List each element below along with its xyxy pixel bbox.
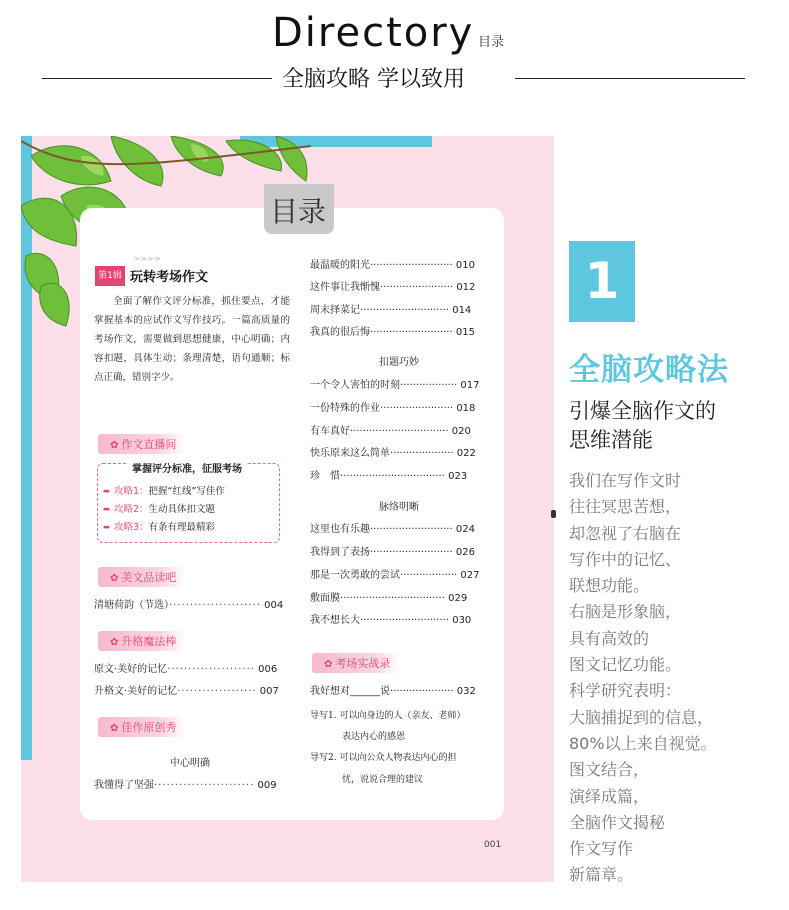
sub-heading: 扣题巧妙 bbox=[379, 357, 419, 368]
toc-item: 我懂得了坚强························ 009 bbox=[94, 780, 277, 791]
strategy-item: ➨ 攻略3：有条有理最精彩 bbox=[103, 522, 216, 533]
toc-item: 最温暖的阳光·························· 010 bbox=[310, 260, 475, 271]
toc-item: 敷面膜································· 029 bbox=[310, 593, 468, 604]
book-edge-mark bbox=[551, 510, 556, 518]
unit-intro: 全面了解作文评分标准，抓住要点，才能掌握基本的应试作文写作技巧。一篇高质量的考场作文，需要做到思想健康，中心明确；内容扣题，具体生动；条理清楚，语句通顺；标点正确，错别字少。 bbox=[94, 296, 290, 383]
strategy-item: ➨ 攻略1：把握“红线”写佳作 bbox=[103, 486, 225, 497]
toc-item: 我好想对______说···················· 032 bbox=[310, 686, 476, 697]
section-heading-read: ✿ 美文品读吧 bbox=[98, 567, 186, 587]
header-title: Directory bbox=[272, 10, 475, 56]
guide-line: 表达内心的感恩 bbox=[342, 732, 406, 742]
toc-item: 那是一次勇敢的尝试·················· 027 bbox=[310, 570, 480, 581]
flower-icon: ✿ bbox=[324, 659, 333, 670]
toc-item: 周末择菜记···························· 014 bbox=[310, 305, 472, 316]
toc-item: 清塘荷韵（节选）······················ 004 bbox=[94, 600, 284, 611]
header-subtitle: 目录 bbox=[478, 35, 505, 50]
guide-line: 导写1. 可以向身边的人（亲友、老师） bbox=[310, 711, 466, 721]
toc-item: 我得到了表扬·························· 026 bbox=[310, 547, 475, 558]
arrow-icon: ➨ bbox=[103, 522, 111, 533]
section-heading-create: ✿ 佳作原创秀 bbox=[98, 717, 186, 737]
guide-line: 导写2. 可以向公众人物表达内心的担 bbox=[310, 753, 457, 763]
toc-item: 珍 惜································· 023 bbox=[310, 471, 468, 482]
unit-badge: 第1辑 bbox=[95, 266, 125, 286]
toc-tab-label: 目录 bbox=[270, 195, 327, 228]
toc-item: 我真的很后悔·························· 015 bbox=[310, 327, 475, 338]
flower-icon: ✿ bbox=[110, 440, 119, 451]
section-heading-upgrade: ✿ 升格魔法棒 bbox=[98, 631, 186, 651]
sub-heading: 脉络明晰 bbox=[379, 502, 419, 513]
flower-icon: ✿ bbox=[110, 723, 119, 734]
header-slogan: 全脑攻略 学以致用 bbox=[282, 67, 465, 92]
tagline: 引爆全脑作文的 思维潜能 bbox=[569, 399, 716, 452]
toc-item: 快乐原来这么简单···················· 022 bbox=[310, 448, 476, 459]
chapter-number-badge: 1 bbox=[569, 241, 635, 322]
strategy-box-title: 掌握评分标准，征服考场 bbox=[128, 460, 246, 475]
flower-icon: ✿ bbox=[110, 573, 119, 584]
toc-item: 一份特殊的作业······················· 018 bbox=[310, 403, 476, 414]
arrow-icon: ➨ bbox=[103, 486, 111, 497]
flower-icon: ✿ bbox=[110, 637, 119, 648]
unit-arrows: >>>> bbox=[134, 255, 162, 263]
toc-item: 我不想长大···························· 030 bbox=[310, 615, 472, 626]
header-divider-left bbox=[42, 78, 272, 79]
unit-title: 玩转考场作文 bbox=[130, 270, 209, 285]
description: 我们在写作文时 往往冥思苦想， 却忽视了右脑在 写作中的记忆、 联想功能。 右脑是形象脑， 具有高效的 图文记忆功能。 科学研究表明： 大脑捕捉到的信息， 80%以上来自视觉。 图文结合， 演绎成篇， 全脑作文揭秘 作文写作 新篇章。 bbox=[569, 471, 717, 885]
header-divider-right bbox=[515, 78, 745, 79]
sub-heading: 中心明确 bbox=[170, 758, 210, 769]
toc-item: 原文·美好的记忆····················· 006 bbox=[94, 664, 278, 675]
toc-item: 这里也有乐趣·························· 024 bbox=[310, 524, 475, 535]
arrow-icon: ➨ bbox=[103, 504, 111, 515]
strategy-item: ➨ 攻略2：生动具体扣文题 bbox=[103, 504, 216, 515]
toc-item: 这件事让我惭愧······················· 012 bbox=[310, 282, 476, 293]
method-title: 全脑攻略法 bbox=[569, 352, 729, 388]
section-heading-live: ✿ 作文直播间 bbox=[98, 434, 186, 454]
toc-item: 一个令人害怕的时刻·················· 017 bbox=[310, 380, 480, 391]
page-number: 001 bbox=[484, 840, 502, 850]
guide-line: 忧，说说合理的建议 bbox=[342, 775, 424, 785]
toc-item: 有车真好······························· 020 bbox=[310, 426, 471, 437]
toc-item: 升格文·美好的记忆··················· 007 bbox=[94, 686, 279, 697]
section-heading-exam: ✿ 考场实战录 bbox=[312, 653, 400, 673]
